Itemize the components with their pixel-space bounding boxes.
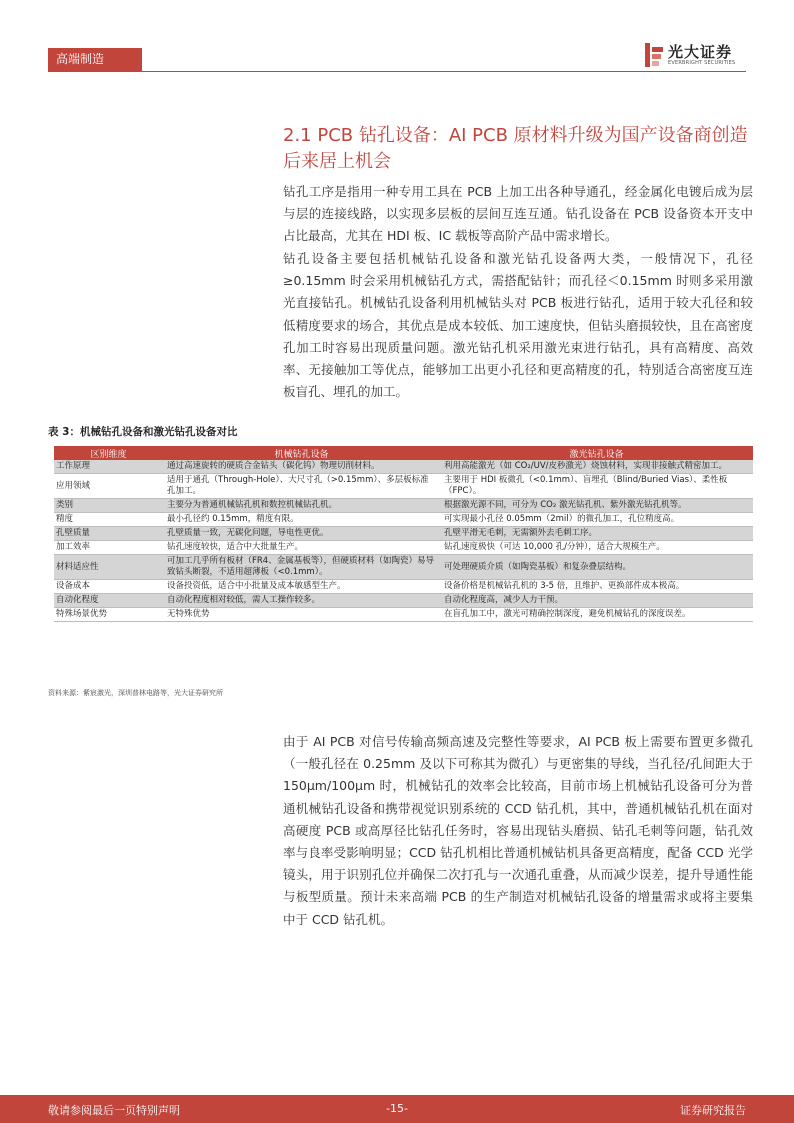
logo-text-cn: 光大证券 (668, 43, 733, 61)
table-row (54, 499, 753, 513)
row-laser: 孔壁平滑无毛刺，无需额外去毛刺工序。 (440, 527, 753, 541)
row-dimension: 工作原理 (54, 460, 163, 474)
row-laser: 利用高能激光（如 CO₂/UV/皮秒激光）烧蚀材料，实现非接触式精密加工。 (440, 460, 753, 474)
row-dimension: 设备成本 (54, 580, 163, 594)
table-row (54, 555, 753, 580)
row-laser: 可处理硬质介质（如陶瓷基板）和复杂叠层结构。 (440, 555, 753, 580)
row-dimension: 材料适应性 (54, 555, 163, 580)
row-dimension: 自动化程度 (54, 594, 163, 608)
row-dimension: 精度 (54, 513, 163, 527)
row-laser: 在盲孔加工中，激光可精确控制深度，避免机械钻孔的深度误差。 (440, 608, 753, 622)
row-laser: 钻孔速度极快（可达 10,000 孔/分钟），适合大规模生产。 (440, 541, 753, 555)
row-mechanical: 自动化程度相对较低，需人工操作较多。 (163, 594, 440, 608)
table-row (54, 608, 753, 622)
row-mechanical: 可加工几乎所有板材（FR4、金属基板等），但硬质材料（如陶瓷）易导致钻头断裂，不适用超薄板（<0.1mm）。 (163, 555, 440, 580)
row-laser: 主要用于 HDI 板微孔（<0.1mm）、盲埋孔（Blind/Buried Vias）、柔性板（FPC）。 (440, 474, 753, 499)
row-dimension: 特殊场景优势 (54, 608, 163, 622)
company-logo (645, 41, 751, 69)
table-caption: 表 3：机械钻孔设备和激光钻孔设备对比 (48, 426, 238, 438)
paragraph-types: 钻孔设备主要包括机械钻孔设备和激光钻孔设备两大类，一般情况下，孔径≥0.15mm 时会采用机械钻孔方式，需搭配钻针；而孔径＜0.15mm 时则多采用激光直接钻孔。机械钻孔设备利用机械钻头对 PCB 板进行钻孔，适用于较大孔径和较低精度要求的场合，其优点是成本较低、加工速度快，但钻头磨损较快，且在高密度孔加工时容易出现质量问题。激光钻孔机采用激光束进行钻孔，具有高精度、高效率、无接触加工等优点，能够加工出更小孔径和更高精度的孔，特别适合高密度互连板盲孔、埋孔的加工。 (283, 251, 753, 400)
row-dimension: 应用领域 (54, 474, 163, 499)
row-mechanical: 设备投资低，适合中小批量及成本敏感型生产。 (163, 580, 440, 594)
page-number: -15- (386, 1102, 408, 1115)
table-source: 资料来源：紫宸激光，深圳普林电路等，光大证券研究所 (48, 689, 223, 697)
row-mechanical: 适用于通孔（Through-Hole）、大尺寸孔（>0.15mm）、多层板标准孔加工。 (163, 474, 440, 499)
comparison-table (54, 446, 753, 622)
table-header-laser: 激光钻孔设备 (440, 446, 753, 460)
table-header-row (54, 446, 753, 460)
logo-mark-icon (645, 43, 663, 67)
row-mechanical: 无特殊优势 (163, 608, 440, 622)
row-dimension: 孔壁质量 (54, 527, 163, 541)
table-row (54, 513, 753, 527)
row-mechanical: 最小孔径约 0.15mm，精度有限。 (163, 513, 440, 527)
page-footer (0, 1095, 794, 1123)
logo-text-en: EVERBRIGHT SECURITIES (668, 60, 736, 66)
header-divider (48, 71, 746, 72)
table-row (54, 527, 753, 541)
row-mechanical: 通过高速旋转的硬质合金钻头（碳化钨）物理切削材料。 (163, 460, 440, 474)
table-row (54, 541, 753, 555)
table-header-dimension: 区别维度 (54, 446, 163, 460)
section-tag: 高端制造 (48, 48, 142, 71)
section-title: 2.1 PCB 钻孔设备：AI PCB 原材料升级为国产设备商创造后来居上机会 (283, 125, 748, 172)
paragraph-ai-pcb: 由于 AI PCB 对信号传输高频高速及完整性等要求，AI PCB 板上需要布置更多微孔（一般孔径在 0.25mm 及以下可称其为微孔）与更密集的导线，当孔径/孔间距大于 150μm/100μm 时，机械钻孔的效率会比较高，目前市场上机械钻孔设备可分为普通机械钻孔设备和携带视觉识别系统的 CCD 钻孔机，其中，普通机械钻孔机在面对高硬度 PCB 或高厚径比钻孔任务时，容易出现钻头磨损、钻孔毛刺等问题，钻孔效率与良率受影响明显；CCD 钻孔机相比普通机械钻机具备更高精度，配备 CCD 光学镜头，用于识别孔位并确保二次打孔与一次通孔重叠，从而减少误差，提升导通性能与板型质量。预计未来高端 PCB 的生产制造对机械钻孔设备的增量需求或将主要集中于 CCD 钻孔机。 (283, 734, 753, 927)
row-laser: 设备价格是机械钻孔机的 3-5 倍，且维护、更换部件成本极高。 (440, 580, 753, 594)
table-row (54, 594, 753, 608)
table-row (54, 474, 753, 499)
table-header-mechanical: 机械钻孔设备 (163, 446, 440, 460)
row-dimension: 类别 (54, 499, 163, 513)
row-dimension: 加工效率 (54, 541, 163, 555)
row-mechanical: 钻孔速度较快，适合中大批量生产。 (163, 541, 440, 555)
row-laser: 可实现最小孔径 0.05mm（2mil）的微孔加工，孔位精度高。 (440, 513, 753, 527)
row-mechanical: 孔壁质量一致，无碳化问题，导电性更优。 (163, 527, 440, 541)
table-row (54, 460, 753, 474)
footer-report-type: 证券研究报告 (680, 1104, 746, 1117)
row-laser: 根据激光源不同，可分为 CO₂ 激光钻孔机、紫外激光钻孔机等。 (440, 499, 753, 513)
row-laser: 自动化程度高，减少人力干预。 (440, 594, 753, 608)
paragraph-intro: 钻孔工序是指用一种专用工具在 PCB 上加工出各种导通孔，经金属化电镀后成为层与层的连接线路，以实现多层板的层间互连互通。钻孔设备在 PCB 设备资本开支中占比最高，尤其在 HDI 板、IC 载板等高阶产品中需求增长。 (283, 184, 753, 244)
footer-disclaimer: 敬请参阅最后一页特别声明 (48, 1104, 180, 1117)
row-mechanical: 主要分为普通机械钻孔机和数控机械钻孔机。 (163, 499, 440, 513)
table-row (54, 580, 753, 594)
